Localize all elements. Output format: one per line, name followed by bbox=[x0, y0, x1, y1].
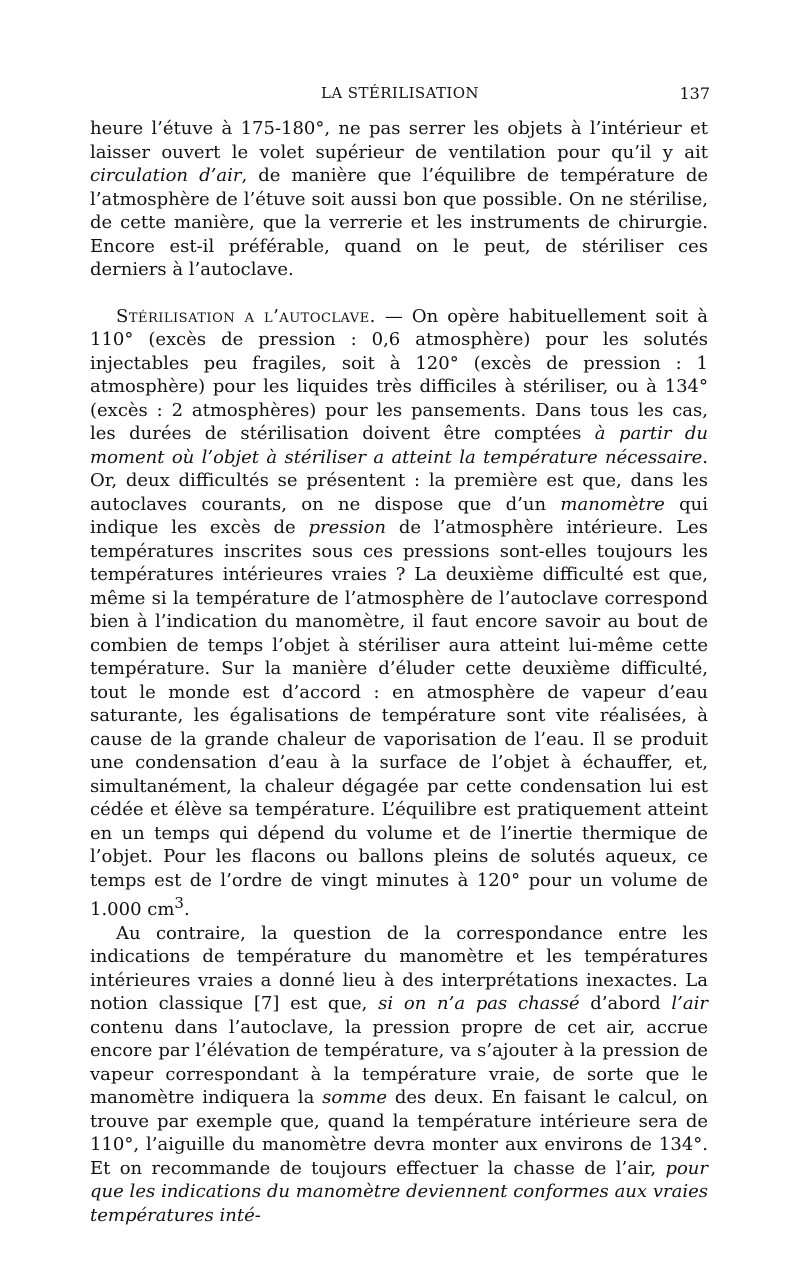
text-run: heure l’étuve à 175-180°, ne pas serrer les objets à l’intérieur et laisser ouvert le volet supérieur de ventilation pour qu’il y ait bbox=[90, 118, 708, 163]
text-run: contenu dans l’autoclave, la pression propre de cet air, accrue encore par l’élévation de température, va s’ajouter à la pression de vapeur correspondant à la température vraie, de sorte que le manomètre indiquera la bbox=[90, 1016, 708, 1108]
text-run: . Or, deux difficultés se présentent : la première est que, dans les autoclaves courants, on ne dispose que d’un bbox=[90, 446, 708, 515]
paragraph-2 bbox=[90, 305, 708, 922]
section-heading: Stérilisation a l’autoclave. bbox=[116, 305, 376, 327]
text-run: circulation d’air bbox=[90, 165, 242, 186]
text-run: pression bbox=[308, 517, 386, 538]
page-number: 137 bbox=[679, 84, 710, 103]
text-run: , de manière que l’équilibre de température de l’atmosphère de l’étuve soit aussi bon que possible. On ne stérilise, de cette manière, que la verrerie et les instruments de chirurgie. Encore est-il préférable, quand on le peut, de stériliser ces derniers à l’autoclave. bbox=[90, 165, 708, 280]
paragraph-1 bbox=[90, 117, 708, 282]
text-run: à partir du moment où l’objet à stériliser a atteint la température nécessaire bbox=[90, 423, 708, 468]
text-run: — On opère habituellement soit à 110° (excès de pression : 0,6 atmosphère) pour les solutés injectables peu fragiles, soit à 120° (excès de pression : 1 atmosphère) pour les liquides très difficiles à stériliser, ou à 134° (excès : 2 atmosphères) pour les pansements. Dans tous les cas, les durées de stérilisation doivent être comptées bbox=[90, 305, 708, 444]
text-run: l’air bbox=[671, 993, 708, 1014]
text-run: d’abord bbox=[579, 993, 672, 1014]
text-run: pour que les indications du manomètre deviennent conformes aux vraies températures inté- bbox=[90, 1157, 708, 1226]
text-run: somme bbox=[322, 1087, 387, 1108]
text-run: qui indique les excès de bbox=[90, 493, 709, 538]
text-run: 3 bbox=[174, 894, 184, 912]
text-run: des deux. En faisant le calcul, on trouve par exemple que, quand la température intérieure sera de 110°, l’aiguille du manomètre devra monter aux environs de 134°. Et on recommande de toujours effectuer la chasse de l’air, bbox=[90, 1087, 709, 1179]
page-header bbox=[90, 84, 710, 108]
text-run: . bbox=[183, 899, 190, 920]
text-run: Au contraire, la question de la correspondance entre les indications de température du manomètre et les températures intérieures vraies a donné lieu à des interprétations inexactes. La notion classique [7] est que, bbox=[90, 922, 708, 1014]
text-run: si on n’a pas chassé bbox=[378, 993, 580, 1014]
paragraph-3 bbox=[90, 922, 708, 1228]
text-run: de l’atmosphère intérieure. Les températures inscrites sous ces pressions sont-elles toujours les températures intérieures vraies ? La deuxième difficulté est que, même si la température de l’atmosphère de l’autoclave correspond bien à l’indication du manomètre, il faut encore savoir au bout de combien de temps l’objet à stériliser aura atteint lui-même cette température. Sur la manière d’éluder cette deuxième difficulté, tout le monde est d’accord : en atmosphère de vapeur d’eau saturante, les égalisations de température sont vite réalisées, à cause de la grande chaleur de vaporisation de l’eau. Il se produit une condensation d’eau à la surface de l’objet à échauffer, et, simultanément, la chaleur dégagée par cette condensation lui est cédée et élève sa température. L’équilibre est pratiquement atteint en un temps qui dépend du volume et de l’inertie thermique de l’objet. Pour les flacons ou ballons pleins de solutés aqueux, ce temps est de l’ordre de vingt minutes à 120° pour un volume de 1.000 cm bbox=[90, 517, 708, 920]
running-title: LA STÉRILISATION bbox=[321, 84, 479, 102]
text-run: manomètre bbox=[560, 493, 665, 515]
body-text bbox=[90, 117, 708, 1227]
